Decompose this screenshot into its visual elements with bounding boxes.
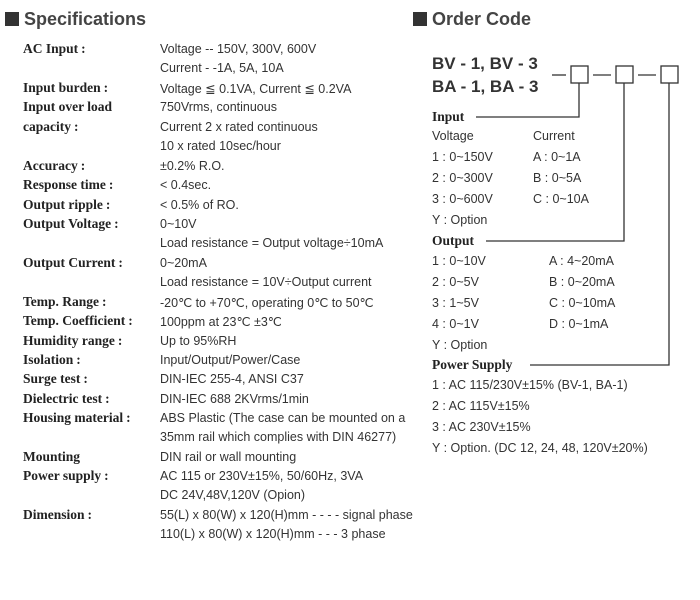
model-line-ba: BA - 1, BA - 3	[432, 77, 539, 96]
input-section-title: Input	[432, 109, 465, 124]
input-current-option: B : 0~5A	[533, 171, 582, 185]
output-voltage-option: 2 : 0~5V	[432, 275, 479, 289]
spec-value: 100ppm at 23℃ ±3℃	[160, 315, 282, 329]
spec-value: DIN-IEC 688 2KVrms/1min	[160, 392, 309, 406]
spec-value: AC 115 or 230V±15%, 50/60Hz, 3VA	[160, 469, 364, 483]
spec-value: 0~10V	[160, 217, 197, 231]
spec-value: Load resistance = Output voltage÷10mA	[160, 236, 384, 250]
input-voltage-option: Y : Option	[432, 213, 488, 227]
spec-label-temp-range: Temp. Range :	[23, 294, 107, 309]
spec-value: Load resistance = 10V÷Output current	[160, 275, 372, 289]
input-voltage-option: 1 : 0~150V	[432, 150, 493, 164]
current-header: Current	[533, 129, 575, 143]
spec-value: Current - -1A, 5A, 10A	[160, 61, 284, 75]
spec-value: ABS Plastic (The case can be mounted on a	[160, 411, 406, 425]
spec-value: 0~20mA	[160, 256, 207, 270]
spec-label-mounting: Mounting	[23, 449, 81, 464]
spec-label-housing-material: Housing material :	[23, 410, 131, 425]
spec-label-capacity: capacity :	[23, 119, 79, 134]
code-box-output	[616, 66, 633, 83]
spec-value: Input/Output/Power/Case	[160, 353, 301, 367]
spec-label-ac-input: AC Input :	[23, 41, 86, 56]
output-current-option: C : 0~10mA	[549, 296, 616, 310]
spec-label-input-over-load: Input over load	[23, 99, 113, 114]
spec-value: Up to 95%RH	[160, 334, 237, 348]
power-supply-option: 3 : AC 230V±15%	[432, 420, 531, 434]
spec-value: 35mm rail which complies with DIN 46277)	[160, 430, 397, 444]
spec-value: Voltage ≦ 0.1VA, Current ≦ 0.2VA	[160, 82, 352, 96]
power-supply-option: Y : Option. (DC 12, 24, 48, 120V±20%)	[432, 441, 648, 455]
code-box-input	[571, 66, 588, 83]
output-current-option: B : 0~20mA	[549, 275, 615, 289]
spec-value: 55(L) x 80(W) x 120(H)mm - - - - signal phase	[160, 508, 413, 522]
spec-label-response-time: Response time :	[23, 177, 114, 192]
spec-value: Voltage -- 150V, 300V, 600V	[160, 42, 317, 56]
power-supply-option: 1 : AC 115/230V±15% (BV-1, BA-1)	[432, 378, 628, 392]
specifications-title: Specifications	[24, 9, 147, 29]
power-supply-option: 2 : AC 115V±15%	[432, 399, 530, 413]
spec-label-output-ripple: Output ripple :	[23, 197, 111, 212]
voltage-header: Voltage	[432, 129, 474, 143]
spec-label-output-current: Output Current :	[23, 255, 123, 270]
input-connector-line	[476, 83, 579, 117]
spec-value: 110(L) x 80(W) x 120(H)mm - - - 3 phase	[160, 527, 386, 541]
output-voltage-option: 4 : 0~1V	[432, 317, 479, 331]
spec-label-dimension: Dimension :	[23, 507, 93, 522]
spec-value: Current 2 x rated continuous	[160, 120, 318, 134]
spec-label-dielectric-test: Dielectric test :	[23, 391, 110, 406]
spec-value: -20℃ to +70℃, operating 0℃ to 50℃	[160, 296, 374, 310]
input-current-option: A : 0~1A	[533, 150, 581, 164]
output-voltage-option: 3 : 1~5V	[432, 296, 479, 310]
input-voltage-option: 2 : 0~300V	[432, 171, 493, 185]
spec-label-output-voltage: Output Voltage :	[23, 216, 119, 231]
input-voltage-option: 3 : 0~600V	[432, 192, 493, 206]
spec-label-power-supply: Power supply :	[23, 468, 109, 483]
spec-label-temp-coefficient: Temp. Coefficient :	[23, 313, 133, 328]
spec-value: 750Vrms, continuous	[160, 100, 277, 114]
output-current-option: D : 0~1mA	[549, 317, 609, 331]
output-voltage-option: Y : Option	[432, 338, 488, 352]
output-voltage-option: 1 : 0~10V	[432, 254, 486, 268]
spec-value: < 0.5% of RO.	[160, 198, 239, 212]
spec-value: ±0.2% R.O.	[160, 159, 225, 173]
spec-label-isolation: Isolation :	[23, 352, 81, 367]
spec-value: < 0.4sec.	[160, 178, 212, 192]
output-current-option: A : 4~20mA	[549, 254, 614, 268]
spec-value: DIN rail or wall mounting	[160, 450, 297, 464]
spec-label-surge-test: Surge test :	[23, 371, 88, 386]
spec-label-input-burden: Input burden :	[23, 80, 109, 95]
spec-label-humidity-range: Humidity range :	[23, 333, 123, 348]
output-section-title: Output	[432, 233, 475, 248]
power-supply-section-title: Power Supply	[432, 357, 513, 372]
spec-value: 10 x rated 10sec/hour	[160, 139, 281, 153]
order-code-title: Order Code	[432, 9, 532, 29]
code-box-power	[661, 66, 678, 83]
input-current-option: C : 0~10A	[533, 192, 589, 206]
spec-value: DIN-IEC 255-4, ANSI C37	[160, 372, 304, 386]
model-line-bv: BV - 1, BV - 3	[432, 54, 538, 73]
spec-value: DC 24V,48V,120V (Opion)	[160, 488, 306, 502]
spec-label-accuracy: Accuracy :	[23, 158, 86, 173]
